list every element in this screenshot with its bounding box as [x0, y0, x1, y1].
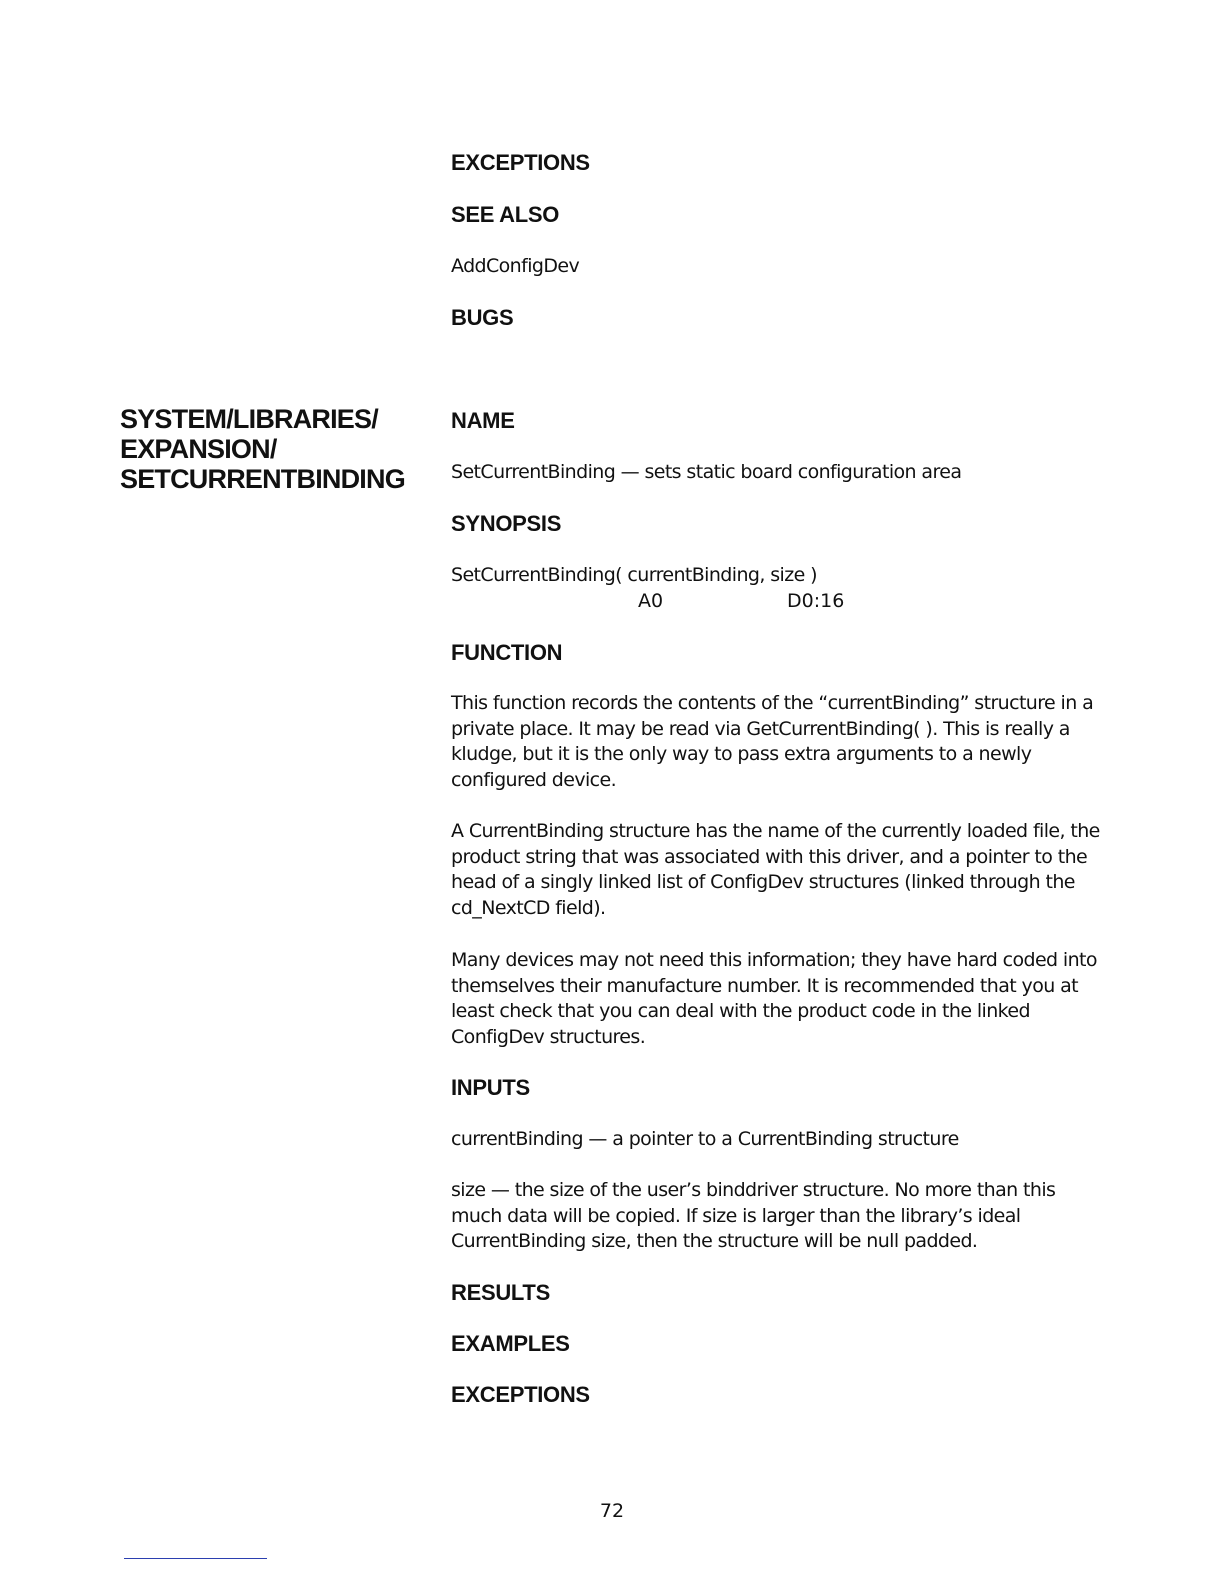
see-also-text: AddConfigDev	[451, 255, 580, 277]
entry-column	[451, 0, 1101, 1584]
see-also-heading: SEE ALSO	[451, 202, 560, 227]
exceptions-heading: EXCEPTIONS	[451, 1382, 590, 1407]
inputs-heading: INPUTS	[451, 1075, 530, 1100]
input-current-binding: currentBinding — a pointer to a CurrentBinding structure	[451, 1128, 959, 1150]
function-paragraph: A CurrentBinding structure has the name of the currently loaded file, the product string that was associated with this driver, and a pointer to the head of a singly linked list of ConfigDev structures (linked through the cd_NextCD field).	[451, 820, 1100, 919]
footnote-rule	[124, 1558, 267, 1559]
section-title-line-1: SYSTEM/LIBRARIES/	[120, 404, 378, 434]
input-size: size — the size of the user’s binddriver structure. No more than this much data will be copied. If size is larger than the library’s ideal CurrentBinding size, then the structure will be null padded.	[451, 1179, 1056, 1252]
synopsis-heading: SYNOPSIS	[451, 511, 562, 536]
bugs-heading: BUGS	[451, 305, 514, 330]
function-paragraph: This function records the contents of the “currentBinding” structure in a private place. It may be read via GetCurrentBinding( ). This is really a kludge, but it is the only way to pass extra arguments to a newly configured device.	[451, 692, 1094, 791]
name-heading: NAME	[451, 408, 515, 433]
name-text: SetCurrentBinding — sets static board configuration area	[451, 461, 962, 483]
synopsis-register-a: A0	[638, 590, 664, 612]
page-number: 72	[599, 1500, 625, 1522]
section-title-line-3: SETCURRENTBINDING	[120, 464, 405, 494]
synopsis-call: SetCurrentBinding( currentBinding, size )	[451, 564, 817, 586]
examples-heading: EXAMPLES	[451, 1331, 570, 1356]
section-title	[120, 404, 420, 494]
function-paragraph: Many devices may not need this information; they have hard coded into themselves their manufacture number. It is recommended that you at least check that you can deal with the product code in the linked ConfigDev structures.	[451, 949, 1097, 1048]
section-title-line-2: EXPANSION/	[120, 434, 277, 464]
prev-exceptions-heading: EXCEPTIONS	[451, 150, 590, 175]
synopsis-register-d: D0:16	[787, 590, 845, 612]
results-heading: RESULTS	[451, 1280, 550, 1305]
function-heading: FUNCTION	[451, 640, 563, 665]
